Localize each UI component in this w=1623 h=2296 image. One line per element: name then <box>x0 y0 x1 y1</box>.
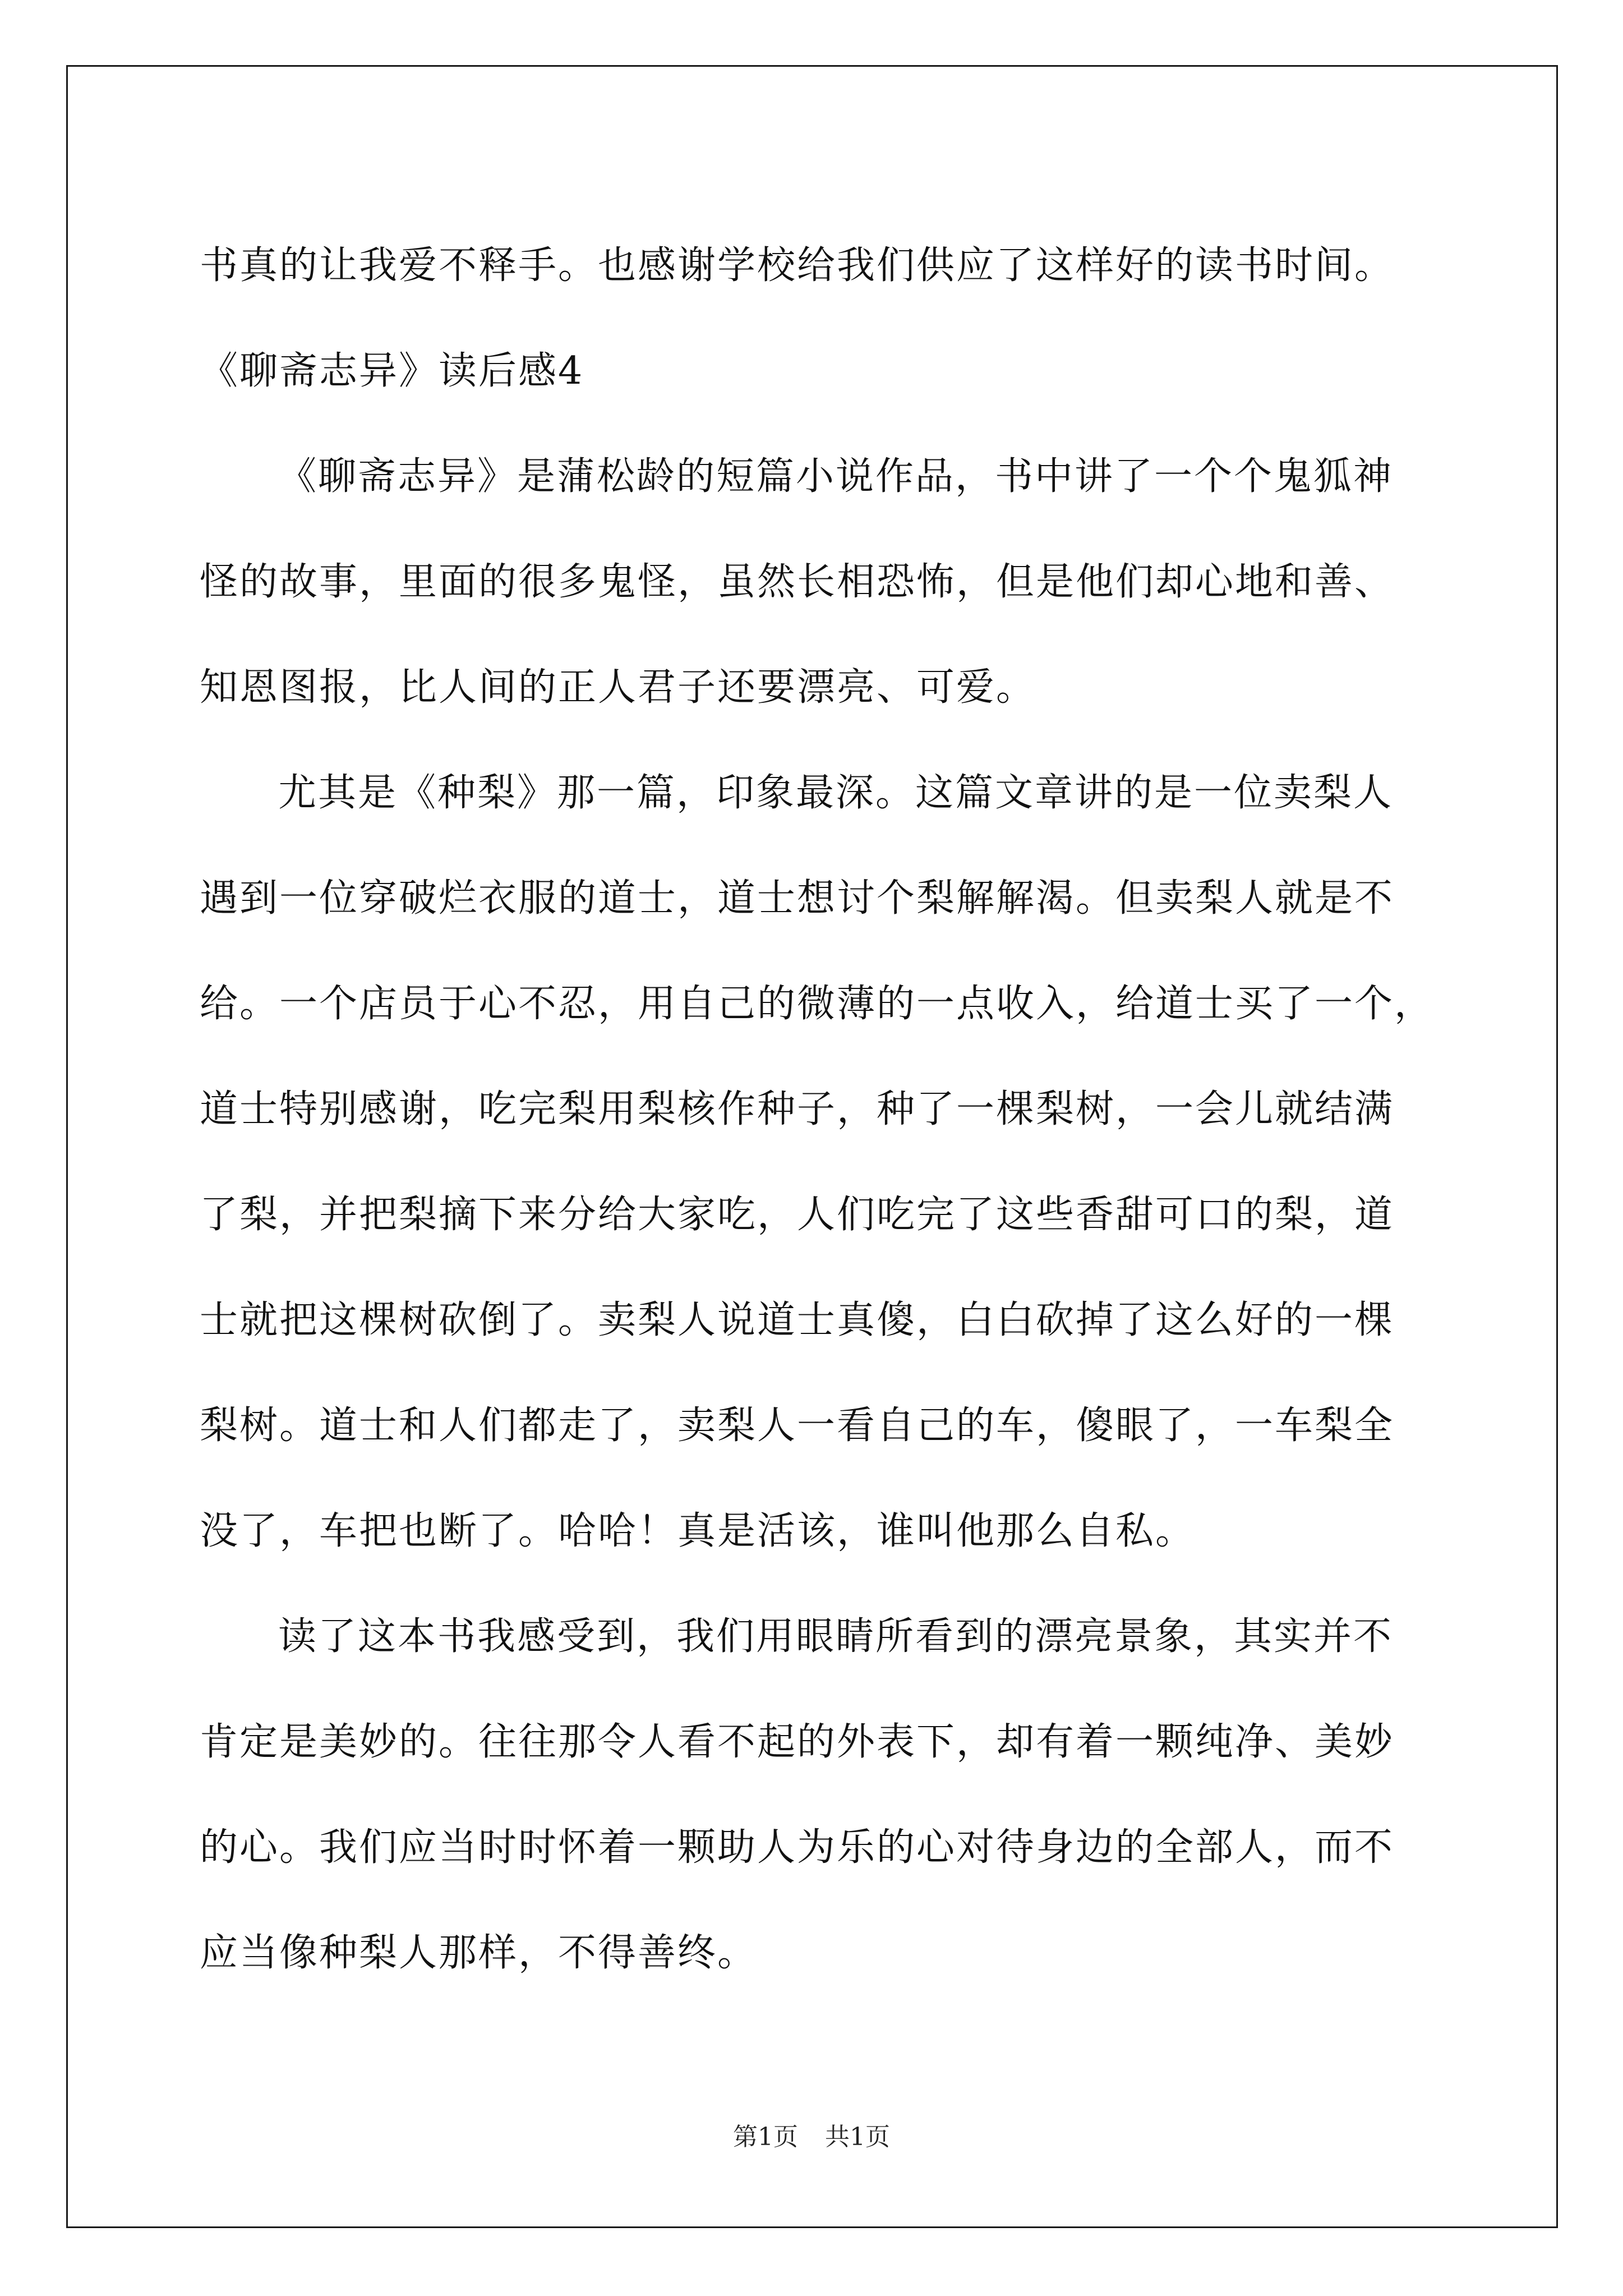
text-line: 肯定是美妙的。往往那令人看不起的外表下，却有着一颗纯净、美妙 <box>200 1720 1395 1764</box>
section-title: 《聊斋志异》读后感4 <box>200 349 584 393</box>
text-line: 道士特别感谢，吃完梨用梨核作种子，种了一棵梨树，一会儿就结满 <box>200 1087 1395 1131</box>
text-line: 《聊斋志异》是蒲松龄的短篇小说作品，书中讲了一个个鬼狐神 <box>278 454 1394 499</box>
text-line: 士就把这棵树砍倒了。卖梨人说道士真傻，白白砍掉了这么好的一棵 <box>200 1298 1395 1342</box>
text-line: 的心。我们应当时时怀着一颗助人为乐的心对待身边的全部人，而不 <box>200 1825 1395 1870</box>
document-body <box>200 213 1433 2006</box>
text-line: 应当像种梨人那样，不得善终。 <box>200 1931 758 1975</box>
text-line: 遇到一位穿破烂衣服的道士，道士想讨个梨解解渴。但卖梨人就是不 <box>200 876 1395 921</box>
text-line: 知恩图报，比人间的正人君子还要漂亮、可爱。 <box>200 665 1036 710</box>
text-line: 怪的故事，里面的很多鬼怪，虽然长相恐怖，但是他们却心地和善、 <box>200 560 1395 604</box>
page-footer <box>0 2120 1623 2154</box>
text-line: 尤其是《种梨》那一篇，印象最深。这篇文章讲的是一位卖梨人 <box>278 771 1394 815</box>
page-number: 第1页 <box>733 2123 798 2151</box>
text-line: 了梨，并把梨摘下来分给大家吃，人们吃完了这些香甜可口的梨，道 <box>200 1193 1395 1237</box>
text-line: 读了这本书我感受到，我们用眼睛所看到的漂亮景象，其实并不 <box>278 1614 1394 1659</box>
text-line: 梨树。道士和人们都走了，卖梨人一看自己的车，傻眼了，一车梨全 <box>200 1404 1395 1448</box>
text-line: 给。一个店员于心不忍，用自己的微薄的一点收入，给道士买了一个， <box>200 982 1435 1026</box>
text-line: 没了，车把也断了。哈哈！真是活该，谁叫他那么自私。 <box>200 1509 1196 1553</box>
page-total: 共1页 <box>825 2123 890 2151</box>
text-line: 书真的让我爱不释手。也感谢学校给我们供应了这样好的读书时间。 <box>200 243 1395 288</box>
